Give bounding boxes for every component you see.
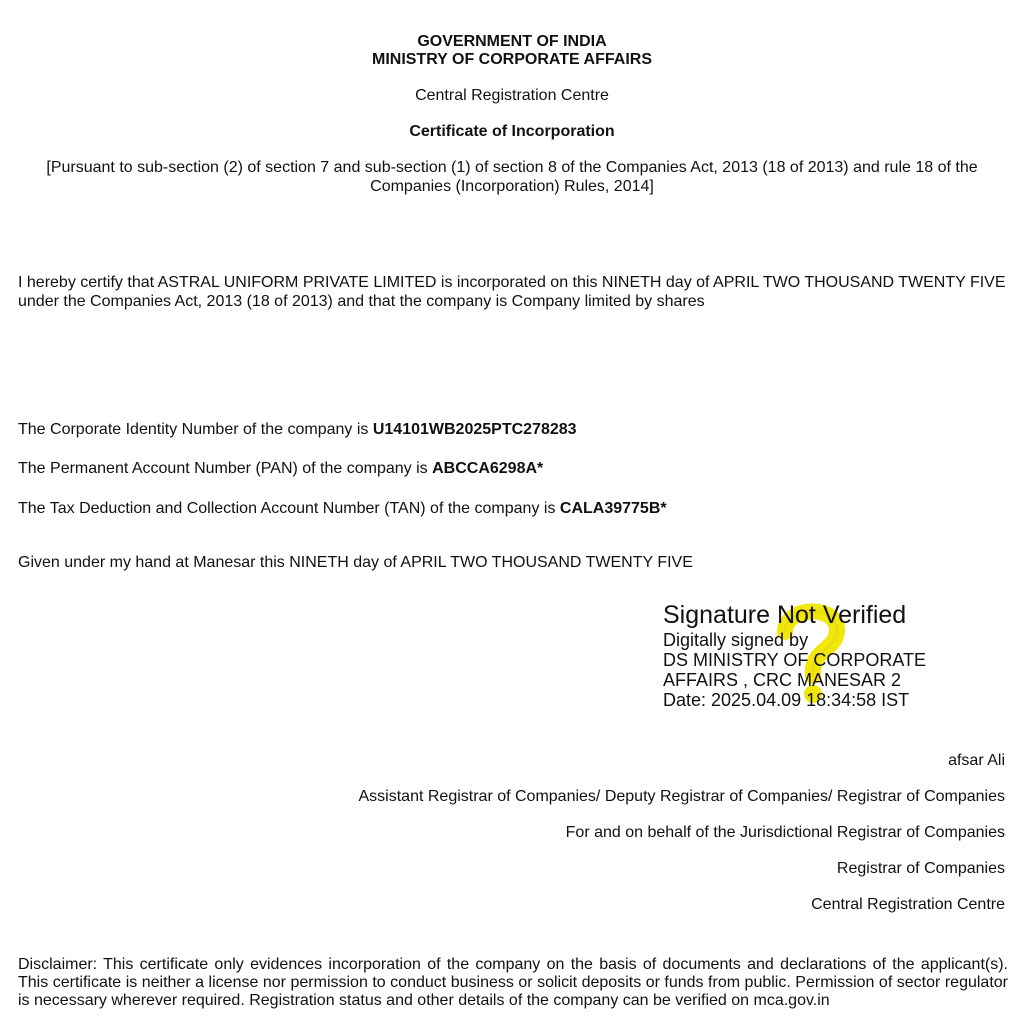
signed-by-label: Digitally signed by bbox=[663, 630, 809, 650]
signature-date: Date: 2025.04.09 18:34:58 IST bbox=[663, 690, 910, 710]
digital-signature-block[interactable] bbox=[663, 600, 993, 710]
tan-line bbox=[18, 499, 667, 518]
registrar-name: afsar Ali bbox=[948, 752, 1005, 769]
tan-value: CALA39775B* bbox=[559, 500, 667, 517]
cin-value: U14101WB2025PTC278283 bbox=[372, 421, 577, 438]
pan-label: The Permanent Account Number (PAN) of the company is bbox=[18, 460, 433, 477]
header-ministry: MINISTRY OF CORPORATE AFFAIRS bbox=[371, 51, 652, 68]
registrar-centre: Central Registration Centre bbox=[811, 896, 1005, 913]
registrar-designation: Assistant Registrar of Companies/ Deputy Registrar of Companies/ Registrar of Companies bbox=[358, 788, 1005, 805]
disclaimer-paragraph: Disclaimer: This certificate only evidences incorporation of the company on the basis of documents and declarations of the applicant(s). This certificate is neither a license nor permission to conduct business or solicit deposits or funds from public. Permission of sector regulator is necessary wherever required. Registration status and other details of the company can be verified on mca.gov.in bbox=[18, 956, 1008, 1009]
certify-paragraph: I hereby certify that ASTRAL UNIFORM PRIVATE LIMITED is incorporated on this NINETH day of APRIL TWO THOUSAND TWENTY FIVE under the Companies Act, 2013 (18 of 2013) and that the company is Company limited by shares bbox=[18, 274, 1006, 310]
certificate-title: Certificate of Incorporation bbox=[409, 123, 615, 140]
registrar-office: Registrar of Companies bbox=[836, 860, 1005, 877]
signer-name-line2: AFFAIRS , CRC MANESAR 2 bbox=[663, 670, 902, 690]
tan-label: The Tax Deduction and Collection Account Number (TAN) of the company is bbox=[18, 500, 560, 517]
registrar-behalf: For and on behalf of the Jurisdictional Registrar of Companies bbox=[565, 824, 1005, 841]
cin-label: The Corporate Identity Number of the company is bbox=[18, 421, 373, 438]
pan-line bbox=[18, 459, 543, 478]
cin-line bbox=[18, 420, 577, 439]
header-centre: Central Registration Centre bbox=[415, 87, 609, 104]
pan-value: ABCCA6298A* bbox=[432, 460, 544, 477]
given-under-hand: Given under my hand at Manesar this NINETH day of APRIL TWO THOUSAND TWENTY FIVE bbox=[18, 554, 693, 571]
signature-status: Signature Not Verified bbox=[663, 601, 907, 629]
pursuant-clause: [Pursuant to sub-section (2) of section 7 and sub-section (1) of section 8 of the Companies Act, 2013 (18 of 2013) and rule 18 of the Companies (Incorporation) Rules, 2014] bbox=[46, 159, 978, 195]
signer-name-line1: DS MINISTRY OF CORPORATE bbox=[663, 650, 927, 670]
header-government: GOVERNMENT OF INDIA bbox=[417, 33, 607, 50]
